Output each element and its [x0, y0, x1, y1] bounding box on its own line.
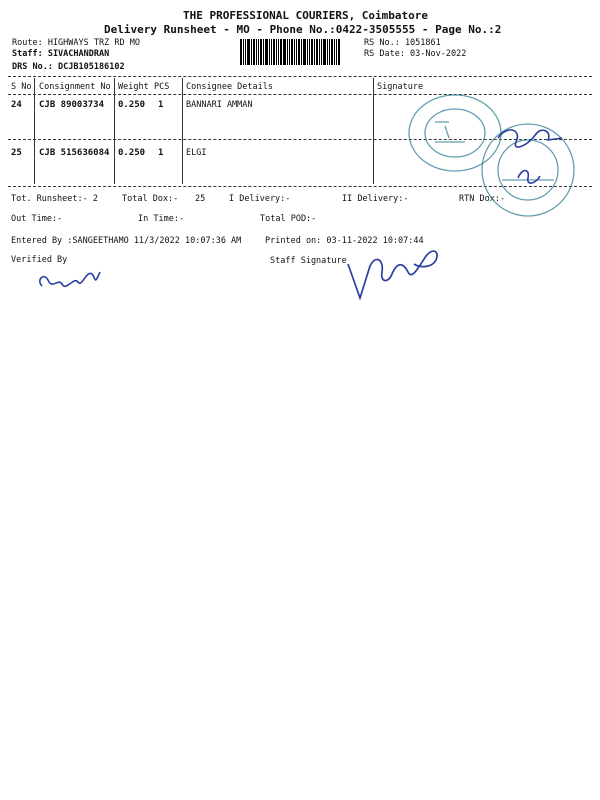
printed-on: Printed on: 03-11-2022 10:07:44 [265, 236, 424, 246]
barcode-bar [307, 39, 308, 65]
barcode-bar [278, 39, 279, 65]
verified-signature [34, 256, 106, 300]
row-weight: 0.250 [118, 148, 146, 158]
barcode-bar [294, 39, 295, 65]
rtn-dox: RTN Dox:- [459, 194, 506, 204]
barcode-bar [309, 39, 310, 65]
barcode-bar [291, 39, 293, 65]
barcode-bar [327, 39, 328, 65]
barcode-bar [265, 39, 268, 65]
barcode-bar [269, 39, 270, 65]
row-consignee: BANNARI AMMAN [186, 100, 253, 110]
row-consignment: CJB 515636084 [39, 148, 110, 158]
barcode-bar [273, 39, 275, 65]
column-rule [182, 78, 183, 184]
barcode-bar [240, 39, 242, 65]
column-rule [373, 78, 374, 184]
i-delivery: I Delivery:- [229, 194, 291, 204]
barcode-bar [271, 39, 272, 65]
drs-number: DRS No.: DCJB105186102 [12, 62, 125, 72]
barcode-bar [287, 39, 288, 65]
barcode-bar [276, 39, 277, 65]
col-sno: S No [11, 82, 32, 92]
barcode-bar [303, 39, 306, 65]
barcode-bar [298, 39, 300, 65]
entered-by: Entered By :SANGEETHAMO 11/3/2022 10:07:36 AM [11, 236, 242, 246]
barcode-bar [260, 39, 262, 65]
staff-signature-mark [340, 238, 450, 304]
total-pod: Total POD:- [260, 214, 317, 224]
barcode-bar [263, 39, 264, 65]
barcode-bar [321, 39, 322, 65]
barcode-bar [258, 39, 259, 65]
row-sno: 24 [11, 100, 22, 110]
verified-by: Verified By [11, 255, 68, 265]
staff-label: Staff: SIVACHANDRAN [12, 49, 110, 59]
receiver-seal-stamp [478, 118, 578, 222]
barcode-bar [334, 39, 335, 65]
barcode-bar [283, 39, 286, 65]
barcode-bar [280, 39, 282, 65]
rs-date: RS Date: 03-Nov-2022 [364, 49, 467, 59]
row-weight: 0.250 [118, 100, 146, 110]
barcode-bar [251, 39, 252, 65]
barcode-bar [329, 39, 330, 65]
barcode-bar [314, 39, 315, 65]
barcode [240, 39, 358, 65]
row-consignee: ELGI [186, 148, 207, 158]
barcode-bar [311, 39, 313, 65]
total-dox-value: 25 [195, 194, 206, 204]
barcode-bar [289, 39, 290, 65]
staff-signature-label: Staff Signature [270, 256, 347, 266]
tot-runsheet: Tot. Runsheet:- 2 [11, 194, 98, 204]
barcode-bar [301, 39, 302, 65]
barcode-bar [336, 39, 337, 65]
barcode-bar [256, 39, 257, 65]
col-consignment: Consignment No [39, 82, 111, 92]
barcode-bar [243, 39, 244, 65]
total-dox-label: Total Dox:- [122, 194, 179, 204]
barcode-bar [323, 39, 326, 65]
ii-delivery: II Delivery:- [342, 194, 409, 204]
barcode-bar [338, 39, 340, 65]
barcode-bar [253, 39, 255, 65]
header-title-1: THE PROFESSIONAL COURIERS, Coimbatore [183, 9, 429, 22]
barcode-bar [296, 39, 297, 65]
divider [8, 76, 592, 77]
barcode-bar [245, 39, 246, 65]
column-rule [114, 78, 115, 184]
barcode-bar [319, 39, 320, 65]
row-pcs: 1 [158, 100, 164, 110]
barcode-bar [316, 39, 318, 65]
header-title-2: Delivery Runsheet - MO - Phone No.:0422-3505555 - Page No.:2 [104, 23, 502, 36]
column-rule [34, 78, 35, 184]
col-signature: Signature [377, 82, 424, 92]
barcode-bar [247, 39, 250, 65]
row-sno: 25 [11, 148, 22, 158]
row-consignment: CJB 89003734 [39, 100, 105, 110]
row-pcs: 1 [158, 148, 164, 158]
col-weight: Weight [118, 82, 149, 92]
out-time: Out Time:- [11, 214, 63, 224]
rs-number: RS No.: 1051861 [364, 38, 441, 48]
route-label: Route: HIGHWAYS TRZ RD MO [12, 38, 140, 48]
in-time: In Time:- [138, 214, 185, 224]
col-pcs: PCS [154, 82, 170, 92]
barcode-bar [331, 39, 333, 65]
col-consignee: Consignee Details [186, 82, 273, 92]
